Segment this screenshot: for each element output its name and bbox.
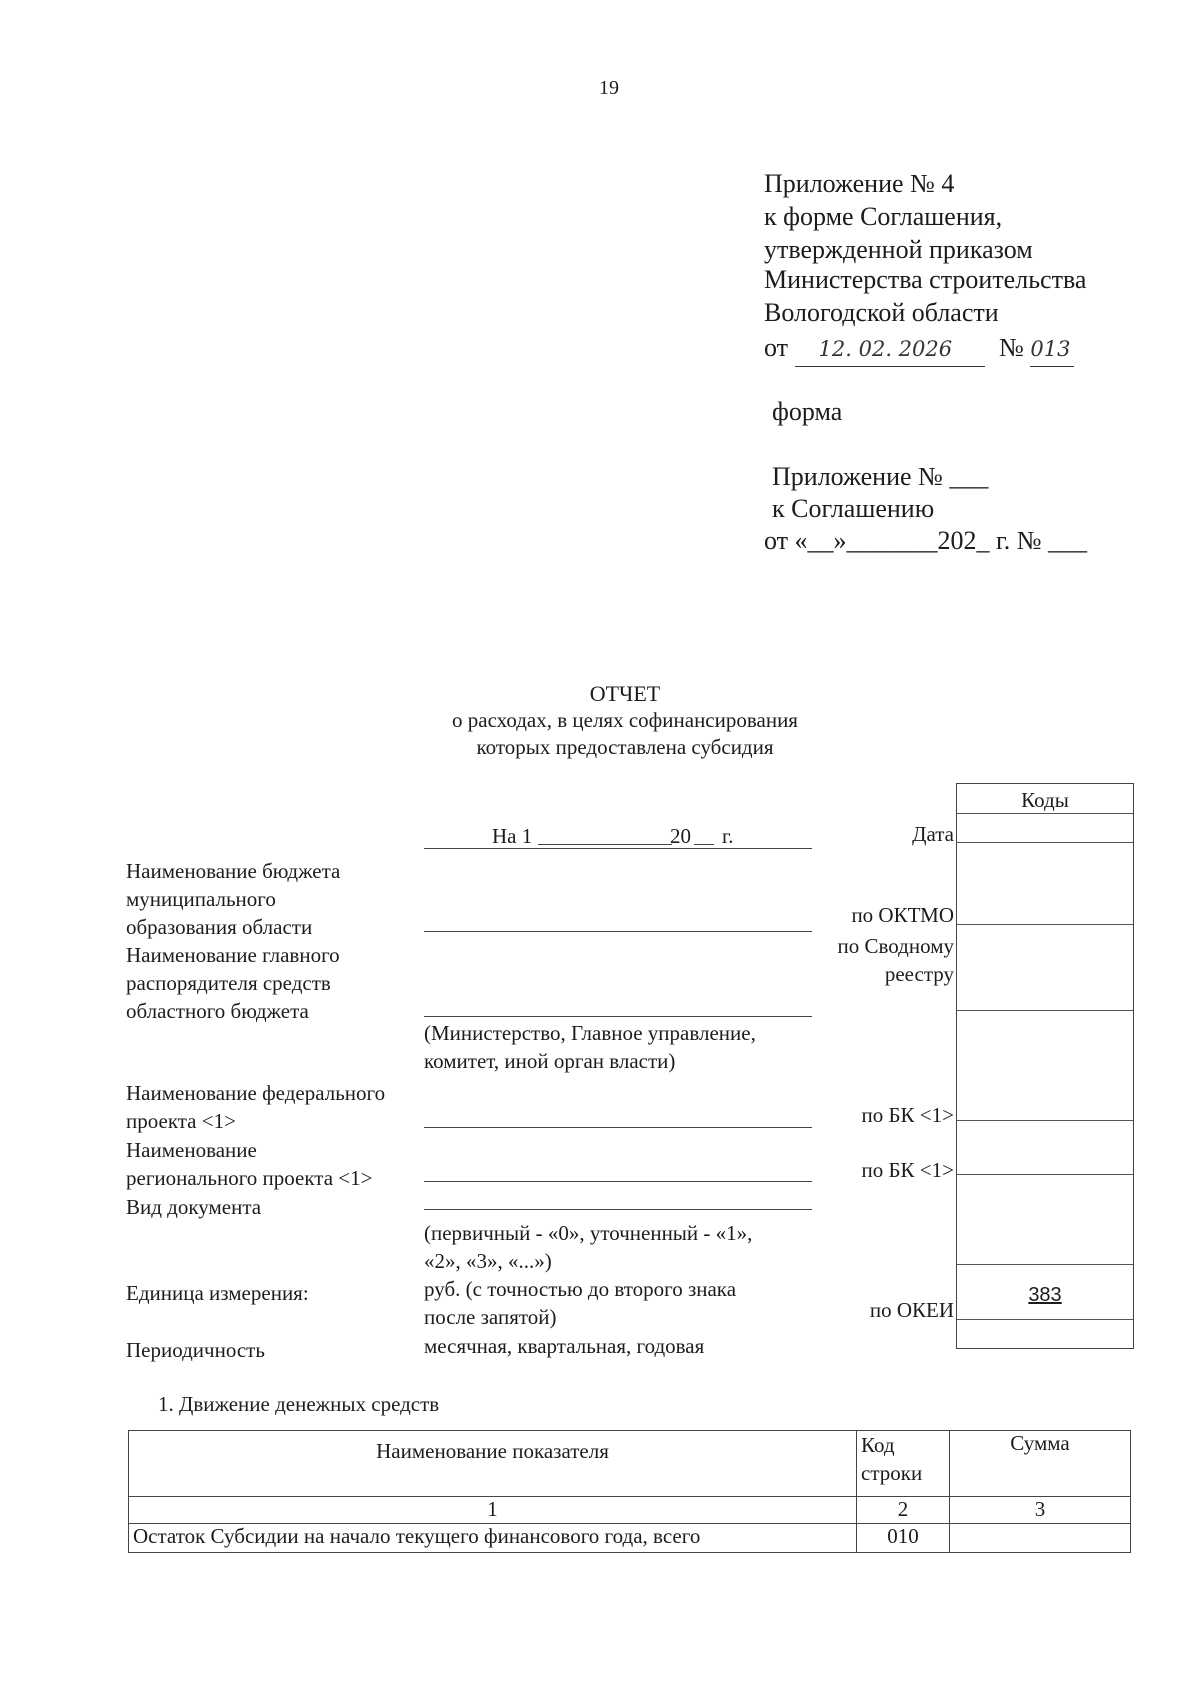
row-code: 010 (857, 1524, 950, 1553)
label-bk-2: по БК <1> (861, 1158, 954, 1182)
label-oktmo: по ОКТМО (851, 903, 954, 927)
label-bk-1: по БК <1> (861, 1103, 954, 1127)
page-number: 19 (599, 77, 619, 99)
appendix-date-line (764, 331, 1074, 367)
codes-header: Коды (1021, 788, 1069, 812)
row-name: Остаток Субсидии на начало текущего финансового года, всего (129, 1524, 857, 1553)
okei-code: 383 (1028, 1284, 1062, 1306)
label-doc-type: Вид документа (126, 1195, 262, 1219)
doc-type-hint: (первичный - «0», уточненный - «1», «2», «3», «...») (424, 1221, 753, 1273)
handwritten-number: 013 (1030, 333, 1074, 367)
label-svod: по Сводному реестру (837, 934, 954, 986)
header-code: Код строки (857, 1431, 950, 1497)
federal-project-field-line (424, 1127, 812, 1128)
periodicity-value: месячная, квартальная, годовая (424, 1334, 705, 1358)
table-column-numbers-row (129, 1497, 1131, 1524)
appendix-line: к форме Соглашения, (764, 202, 1003, 231)
column-number: 2 (857, 1497, 950, 1524)
column-number: 1 (129, 1497, 857, 1524)
header-sum: Сумма (950, 1431, 1131, 1497)
as-of-year: 20 (670, 824, 691, 848)
section-1-title: 1. Движение денежных средств (158, 1392, 440, 1416)
as-of-suffix: г. (722, 824, 734, 848)
as-of-prefix: На 1 (492, 824, 533, 848)
label-federal-project: Наименование федерального проекта <1> (126, 1081, 386, 1133)
budget-name-field-line (424, 931, 812, 932)
report-subtitle-2: которых предоставлена субсидия (476, 735, 774, 759)
appendix-line: Вологодской области (764, 298, 999, 327)
regional-project-field-line (424, 1181, 812, 1182)
chief-manager-hint: (Министерство, Главное управление, комитет, иной орган власти) (424, 1021, 756, 1073)
label-regional-project: Наименование регионального проекта <1> (126, 1138, 373, 1190)
appendix-line: Приложение № 4 (764, 169, 955, 198)
report-subtitle-1: о расходах, в целях софинансирования (452, 708, 798, 732)
column-number: 3 (950, 1497, 1131, 1524)
movement-table (128, 1430, 1131, 1553)
label-unit: Единица измерения: (126, 1281, 309, 1305)
label-periodicity: Периодичность (126, 1338, 265, 1362)
label-budget-name: Наименование бюджета муниципального образования области (126, 859, 341, 939)
agreement-appendix-line3: от «__»_______202_ г. № ___ (764, 526, 1088, 555)
table-row (129, 1524, 1131, 1553)
header-name: Наименование показателя (129, 1431, 857, 1497)
label-date: Дата (912, 822, 954, 846)
chief-manager-field-line (424, 1016, 812, 1017)
agreement-appendix-line2: к Соглашению (772, 494, 935, 523)
appendix-line: утвержденной приказом (764, 235, 1033, 264)
agreement-appendix-line1: Приложение № ___ (772, 462, 989, 491)
from-prefix: от (764, 333, 789, 362)
form-label: форма (772, 397, 843, 426)
handwritten-date: 12. 02. 2026 (795, 333, 985, 367)
codes-box (956, 783, 1134, 1349)
doc-type-field-line (424, 1209, 812, 1210)
table-header-row (129, 1431, 1131, 1497)
appendix-line: Министерства строительства (764, 265, 1087, 294)
label-chief-manager: Наименование главного распорядителя средств областного бюджета (126, 943, 340, 1023)
row-sum (950, 1524, 1131, 1553)
report-title: ОТЧЕТ (589, 681, 661, 706)
number-prefix: № (999, 333, 1024, 362)
label-okei: по ОКЕИ (869, 1298, 954, 1322)
unit-value: руб. (с точностью до второго знака после запятой) (424, 1277, 737, 1329)
